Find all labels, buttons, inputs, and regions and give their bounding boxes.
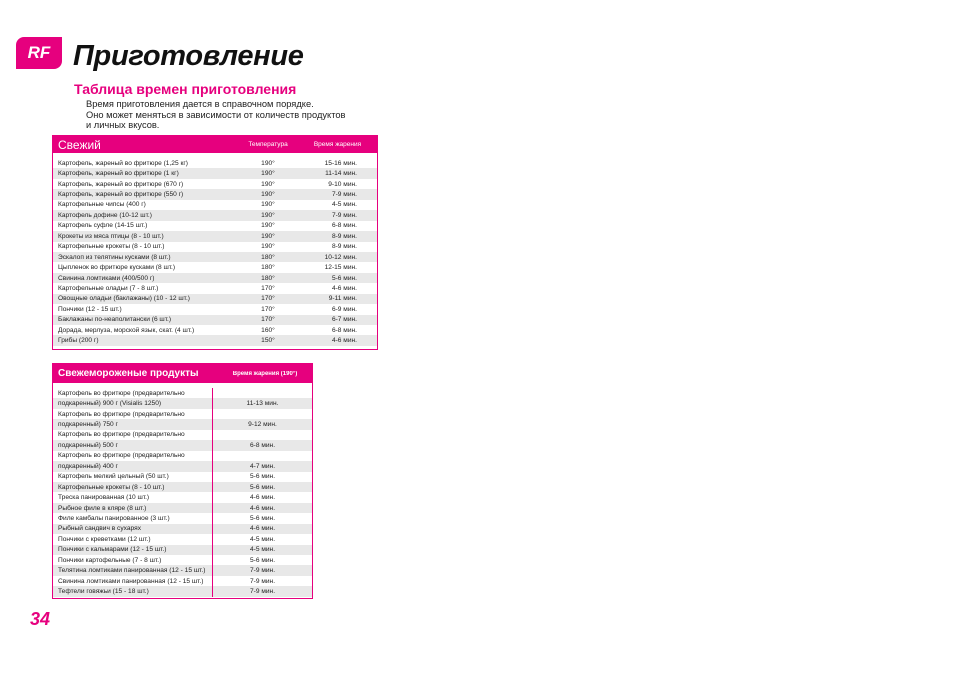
temp-cell: 190° — [261, 211, 275, 219]
table-row — [53, 586, 312, 596]
table-row — [53, 388, 312, 398]
table-row — [53, 461, 312, 471]
temp-cell: 190° — [261, 180, 275, 188]
table-row — [53, 294, 377, 304]
table-row — [53, 242, 377, 252]
name-cell: Тефтели говяжьи (15 - 18 шт.) — [53, 586, 213, 596]
name-cell: Рыбное филе в кляре (8 шт.) — [53, 503, 213, 513]
name-cell: Картофель, жареный во фритюре (550 г) — [58, 191, 184, 199]
time-cell: 5-6 мин. — [249, 556, 276, 564]
fresh-table — [52, 135, 378, 350]
time-cell: 6-7 мин. — [331, 316, 357, 324]
time-cell: 4-6 мин. — [331, 337, 357, 345]
time-cell: 7-9 мин. — [249, 577, 276, 585]
time-cell: 4-6 мин. — [331, 284, 357, 292]
table-row — [53, 503, 312, 513]
table-row — [53, 179, 377, 189]
table-row — [53, 440, 312, 450]
name-cell: Дорада, мерлуза, морской язык, скат. (4 шт.) — [58, 326, 195, 334]
time-cell: 4-5 мин. — [331, 201, 357, 209]
column-header-time: Время жарения — [313, 141, 362, 148]
name-cell: Телятина ломтиками панированная (12 - 15 шт.) — [53, 565, 213, 575]
table-row — [53, 273, 377, 283]
temp-cell: 160° — [261, 326, 275, 334]
time-cell: 4-5 мин. — [249, 546, 276, 554]
column-header-temperature: Температура — [248, 141, 288, 148]
name-cell: Рыбный сандвич в сухарях — [53, 524, 213, 534]
name-cell: Картофель, жареный во фритюре (1,25 кг) — [58, 159, 188, 167]
temp-cell: 170° — [261, 295, 275, 303]
table-row — [53, 283, 377, 293]
time-cell: 11-13 мин. — [246, 400, 279, 408]
table-row — [53, 482, 312, 492]
table-row — [53, 315, 377, 325]
time-cell: 12-15 мин. — [324, 264, 357, 272]
time-cell: 6-9 мин. — [331, 305, 357, 313]
name-cell: Картофель, жареный во фритюре (1 кг) — [58, 170, 179, 178]
name-cell: Пончики с кальмарами (12 - 15 шт.) — [53, 545, 213, 555]
time-cell: 7-9 мин. — [331, 211, 357, 219]
time-cell: 4-6 мин. — [249, 504, 276, 512]
temp-cell: 190° — [261, 201, 275, 209]
time-cell: 6-8 мин. — [331, 222, 357, 230]
temp-cell: 190° — [261, 159, 275, 167]
table-row — [53, 545, 312, 555]
time-cell: 9-11 мин. — [328, 295, 357, 303]
language-badge: RF — [16, 37, 62, 69]
table-row — [53, 210, 377, 220]
table-row — [53, 252, 377, 262]
time-cell: 6-8 мин. — [249, 441, 276, 449]
name-cell: подкаренный) 400 г — [53, 461, 213, 471]
name-cell: Эскалоп из телятины кусками (8 шт.) — [58, 253, 171, 261]
time-cell: 9-12 мин. — [248, 421, 277, 429]
table-row — [53, 576, 312, 586]
temp-cell: 170° — [261, 316, 275, 324]
name-cell: подкаренный) 500 г — [53, 440, 213, 450]
name-cell: Овощные оладьи (баклажаны) (10 - 12 шт.) — [58, 295, 190, 303]
temp-cell: 180° — [261, 264, 275, 272]
time-cell: 7-9 мин. — [331, 191, 357, 199]
intro-line: Время приготовления дается в справочном порядке. — [86, 99, 314, 109]
time-cell: 15-16 мин. — [324, 159, 357, 167]
table-row — [53, 304, 377, 314]
temp-cell: 150° — [261, 337, 275, 345]
name-cell: Крокеты из мяса птицы (8 - 10 шт.) — [58, 232, 164, 240]
temp-cell: 190° — [261, 243, 275, 251]
name-cell: Филе камбалы панированное (3 шт.) — [53, 513, 213, 523]
time-cell: 4-7 мин. — [249, 462, 276, 470]
name-cell: Цыпленок во фритюре кусками (8 шт.) — [58, 264, 176, 272]
name-cell: Картофель суфле (14-15 шт.) — [58, 222, 148, 230]
frozen-table-title: Свежемороженые продукты — [58, 368, 199, 379]
table-row — [53, 262, 377, 272]
frozen-table-header — [53, 364, 312, 383]
section-title: Таблица времен приготовления — [74, 81, 297, 97]
table-row — [53, 472, 312, 482]
intro-line: и личных вкусов. — [86, 120, 160, 130]
frozen-table — [52, 363, 313, 599]
time-cell: 11-14 мин. — [325, 170, 357, 178]
time-cell: 8-9 мин. — [331, 232, 357, 240]
frozen-table-body — [53, 383, 312, 597]
temp-cell: 190° — [261, 222, 275, 230]
time-cell: 5-6 мин. — [249, 473, 276, 481]
fresh-table-body — [53, 153, 377, 346]
name-cell: Треска панированная (10 шт.) — [53, 492, 213, 502]
name-cell: Грибы (200 г) — [58, 337, 99, 345]
name-cell: Картофель во фритюре (предварительно — [53, 409, 213, 419]
name-cell: Свинина ломтиками (400/500 г) — [58, 274, 155, 282]
time-cell: 4-6 мин. — [249, 525, 276, 533]
table-row — [53, 451, 312, 461]
name-cell: Картофель дофине (10-12 шт.) — [58, 211, 152, 219]
name-cell: Свинина ломтиками панированная (12 - 15 шт.) — [53, 576, 213, 586]
time-cell: 5-6 мин. — [331, 274, 357, 282]
name-cell: подкаренный) 900 г (Visialis 1250) — [53, 398, 213, 408]
table-row — [53, 565, 312, 575]
name-cell: Пончики с креветками (12 шт.) — [53, 534, 213, 544]
name-cell: Картофель, жареный во фритюре (670 г) — [58, 180, 184, 188]
temp-cell: 180° — [261, 274, 275, 282]
time-cell: 4-5 мин. — [249, 535, 276, 543]
time-cell: 7-9 мин. — [249, 567, 276, 575]
column-header-time: Время жарения (190°) — [232, 370, 298, 377]
table-row — [53, 524, 312, 534]
time-cell: 10-12 мин. — [324, 253, 357, 261]
name-cell: Картофель во фритюре (предварительно — [53, 430, 213, 440]
table-row — [53, 221, 377, 231]
temp-cell: 170° — [261, 305, 275, 313]
table-row — [53, 534, 312, 544]
table-row — [53, 189, 377, 199]
time-cell: 4-6 мин. — [249, 494, 276, 502]
time-cell: 9-10 мин. — [328, 180, 357, 188]
temp-cell: 190° — [261, 170, 275, 178]
table-row — [53, 158, 377, 168]
name-cell: Картофель во фритюре (предварительно — [53, 388, 213, 398]
table-row — [53, 555, 312, 565]
table-row — [53, 409, 312, 419]
table-row — [53, 419, 312, 429]
name-cell: Картофельные крокеты (8 - 10 шт.) — [53, 482, 213, 492]
table-row — [53, 231, 377, 241]
fresh-table-header — [53, 136, 377, 153]
table-row — [53, 398, 312, 408]
time-cell: 6-8 мин. — [331, 326, 357, 334]
fresh-table-title: Свежий — [58, 137, 101, 152]
time-cell: 5-6 мин. — [249, 514, 276, 522]
name-cell: подкаренный) 750 г — [53, 419, 213, 429]
table-row — [53, 168, 377, 178]
name-cell: Картофельные чипсы (400 г) — [58, 201, 146, 209]
name-cell: Пончики картофельные (7 - 8 шт.) — [53, 555, 213, 565]
time-cell: 5-6 мин. — [249, 483, 276, 491]
temp-cell: 190° — [261, 232, 275, 240]
name-cell: Картофельные оладьи (7 - 8 шт.) — [58, 284, 159, 292]
time-cell: 7-9 мин. — [249, 588, 276, 596]
temp-cell: 190° — [261, 191, 275, 199]
intro-line: Оно может меняться в зависимости от количеств продуктов — [86, 109, 346, 120]
name-cell: Картофель во фритюре (предварительно — [53, 451, 213, 461]
name-cell: Пончики (12 - 15 шт.) — [58, 305, 122, 313]
page-title: Приготовление — [73, 40, 304, 72]
time-cell: 8-9 мин. — [331, 243, 357, 251]
temp-cell: 180° — [261, 253, 275, 261]
table-row — [53, 325, 377, 335]
table-row — [53, 513, 312, 523]
intro-text — [86, 99, 416, 131]
table-row — [53, 335, 377, 345]
name-cell: Картофельные крокеты (8 - 10 шт.) — [58, 243, 165, 251]
table-row — [53, 492, 312, 502]
name-cell: Картофель мелкий цельный (50 шт.) — [53, 472, 213, 482]
name-cell: Баклажаны по-неаполитански (6 шт.) — [58, 316, 172, 324]
table-row — [53, 200, 377, 210]
temp-cell: 170° — [261, 284, 275, 292]
table-row — [53, 430, 312, 440]
page-number: 34 — [30, 609, 51, 629]
